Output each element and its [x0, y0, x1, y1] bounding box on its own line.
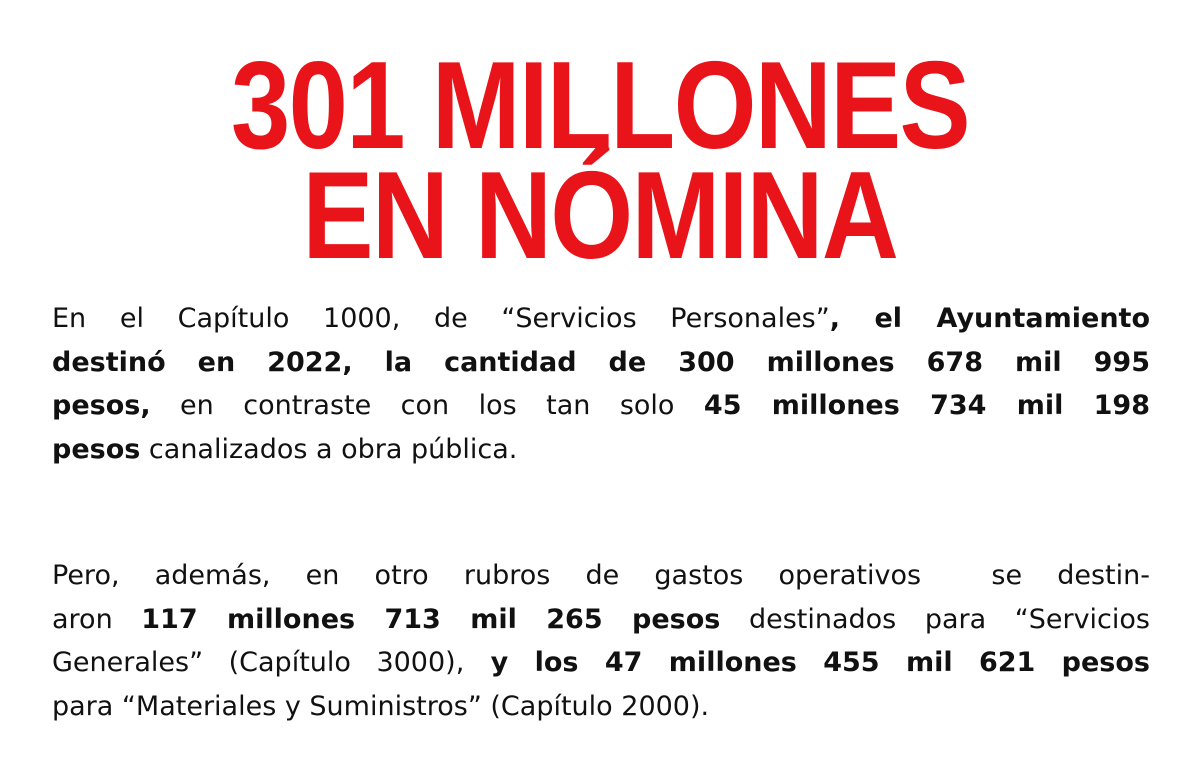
text-segment: aron — [52, 603, 142, 635]
text-line — [52, 598, 1150, 642]
headline-text: EN NÓMINA — [302, 147, 898, 285]
text-segment: Generales” (Capítulo 3000), — [52, 647, 465, 678]
text-segment: canalizados a obra pública. — [140, 433, 518, 465]
bold-text-segment: , el Ayuntamiento — [829, 303, 1150, 334]
text-line — [52, 341, 1150, 385]
text-segment: en contraste con los tan solo — [150, 390, 704, 421]
text-line — [52, 384, 1150, 428]
text-segment: Pero, además, en otro rubros de gastos operativos se destin- — [52, 560, 1150, 591]
paragraph-gastos-operativos — [52, 554, 1150, 728]
text-segment: destinados para “Servicios — [720, 603, 1150, 635]
text-segment: para “Materiales y Suministros” (Capítulo 2000). — [52, 690, 710, 722]
text-line — [52, 428, 1150, 472]
headline-text: 301 MILLONES — [231, 37, 969, 175]
text-line — [52, 685, 1150, 729]
text-segment: En el Capítulo 1000, de “Servicios Personales” — [52, 303, 830, 334]
text-line — [52, 554, 1150, 598]
text-line — [52, 297, 1150, 341]
headline-line-2 — [0, 147, 1200, 285]
text-line — [52, 641, 1150, 685]
bold-text-segment: pesos — [52, 433, 141, 465]
bold-text-segment: y los 47 millones 455 mil 621 pesos — [464, 647, 1151, 678]
paragraph-capitulo-1000 — [52, 297, 1150, 471]
bold-text-segment: 45 millones 734 mil 198 — [703, 390, 1150, 421]
bold-text-segment: 117 millones 713 mil 265 pesos — [141, 603, 721, 635]
bold-text-segment: destinó en 2022, la cantidad de 300 millones 678 mil 995 — [52, 346, 1150, 378]
bold-text-segment: pesos, — [52, 390, 151, 421]
